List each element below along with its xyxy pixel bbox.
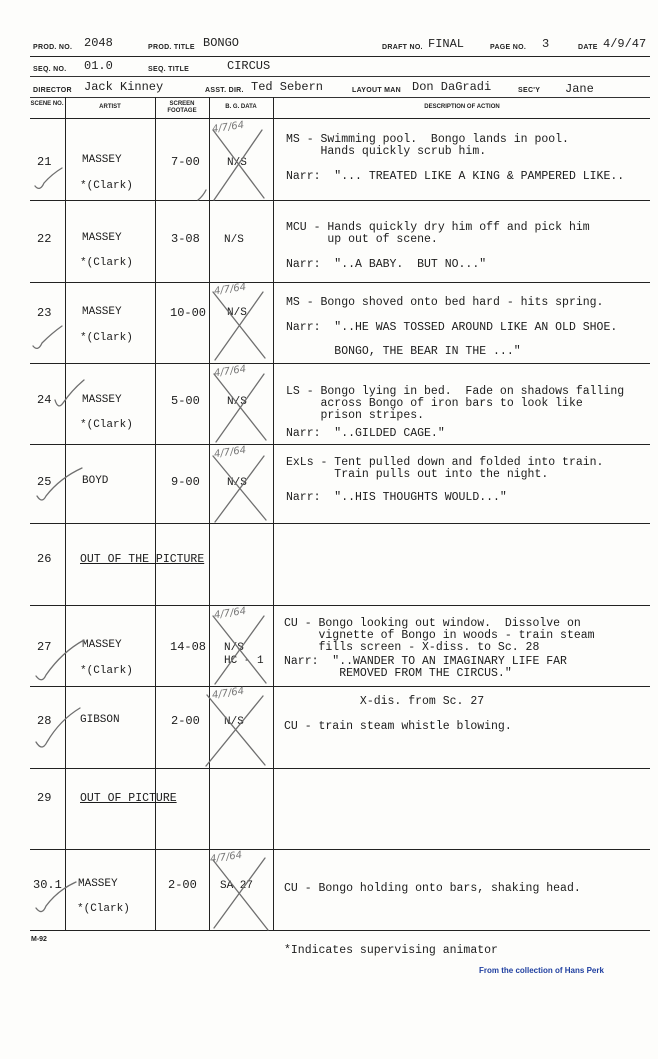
- row-rule: [30, 849, 650, 850]
- approval-date-mark: 4/7/64: [213, 363, 247, 380]
- approval-date-mark: 4/7/64: [209, 849, 243, 866]
- scene-number: 21: [37, 155, 52, 169]
- bg-data: N/S: [224, 716, 244, 728]
- scene-number: 23: [37, 306, 52, 320]
- scene-number: 28: [37, 714, 52, 728]
- row-rule: [30, 444, 650, 445]
- artist-name: GIBSON: [80, 714, 120, 726]
- layout-man-value: Don DaGradi: [412, 80, 492, 94]
- scene-narration: Narr: "..HE WAS TOSSED AROUND LIKE AN OLD SHOE. BONGO, THE BEAR IN THE ...": [286, 321, 618, 358]
- scene-number: 24: [37, 393, 52, 407]
- scene-description: MS - Bongo shoved onto bed hard - hits spring.: [286, 296, 604, 309]
- col-divider-2: [155, 97, 156, 931]
- scene-number: 27: [37, 640, 52, 654]
- artist-name: MASSEY: [82, 232, 122, 244]
- bg-data: N/S: [227, 477, 247, 489]
- check-mark: [35, 168, 62, 188]
- bg-data: N/S: [227, 157, 247, 169]
- bg-data: SA 27: [220, 880, 254, 892]
- prod-title-value: BONGO: [203, 36, 240, 50]
- prod-title-label: PROD. TITLE: [148, 44, 195, 51]
- scene-number: 25: [37, 475, 52, 489]
- pencil-stroke: [198, 190, 206, 200]
- artist-name: MASSEY: [82, 394, 122, 406]
- col-header-artist: ARTIST: [99, 104, 121, 110]
- check-mark: [33, 326, 62, 348]
- page-no-value: 3: [542, 37, 550, 51]
- bg-cross-mark: [214, 858, 265, 928]
- approval-date-mark: 4/7/64: [213, 444, 247, 461]
- screen-footage: 3-08: [171, 232, 200, 246]
- date-value: 4/9/47: [603, 37, 647, 51]
- scene-description: CU - Bongo looking out window. Dissolve on vignette of Bongo in woods - train steam fills screen - X-diss. to Sc. 28: [284, 617, 595, 654]
- seq-title-label: SEQ. TITLE: [148, 66, 190, 73]
- row-rule: [30, 363, 650, 364]
- screen-footage: 14-08: [170, 640, 207, 654]
- asst-dir-label: ASST. DIR.: [205, 87, 244, 94]
- approval-date-mark: 4/7/64: [213, 281, 247, 298]
- artist-name: MASSEY: [78, 878, 118, 890]
- col-header-scene-no: SCENE NO.: [30, 101, 64, 107]
- prod-no-value: 2048: [84, 36, 113, 50]
- table-bottom-rule: [30, 930, 650, 931]
- draft-no-value: FINAL: [428, 37, 465, 51]
- page-no-label: PAGE NO.: [490, 44, 527, 51]
- col-header-screen-footage: SCREEN FOOTAGE: [167, 101, 197, 114]
- draft-no-label: DRAFT NO.: [382, 44, 423, 51]
- screen-footage: 9-00: [171, 475, 200, 489]
- artist-name: MASSEY: [82, 639, 122, 651]
- scene-description: ExLs - Tent pulled down and folded into train. Train pulls out into the night.: [286, 456, 604, 481]
- supervising-animator: *(Clark): [80, 180, 133, 192]
- scene-narration: Narr: "..GILDED CAGE.": [286, 427, 445, 440]
- screen-footage: 2-00: [168, 878, 197, 892]
- row-rule: [30, 768, 650, 769]
- secy-value: Jane: [565, 82, 594, 96]
- bg-data-secondary: HC - 1: [224, 655, 264, 667]
- bg-data: N/S: [227, 396, 247, 408]
- scene-number: 22: [37, 232, 52, 246]
- scene-description: X-dis. from Sc. 27: [284, 695, 485, 708]
- layout-man-label: LAYOUT MAN: [352, 87, 402, 94]
- date-label: DATE: [578, 44, 598, 51]
- supervising-animator: *(Clark): [80, 257, 133, 269]
- asst-dir-value: Ted Sebern: [251, 80, 324, 94]
- prod-no-label: PROD. NO.: [33, 44, 73, 51]
- bg-data: N/S: [224, 234, 244, 246]
- bg-data: N/S: [227, 307, 247, 319]
- col-header-bg-data: B. G. DATA: [225, 104, 257, 110]
- supervising-animator: *(Clark): [80, 665, 133, 677]
- scene-narration: Narr: "..HIS THOUGHTS WOULD...": [286, 491, 507, 504]
- scene-number: 29: [37, 791, 52, 805]
- supervising-animator: *(Clark): [80, 419, 133, 431]
- scene-description: MS - Swimming pool. Bongo lands in pool. Hands quickly scrub him.: [286, 133, 569, 158]
- scene-narration: Narr: "... TREATED LIKE A KING & PAMPERED LIKE..: [286, 170, 625, 183]
- bg-cross-mark: [215, 292, 263, 360]
- out-of-picture-note: OUT OF THE PICTURE: [80, 553, 205, 566]
- director-value: Jack Kinney: [84, 80, 164, 94]
- screen-footage: 2-00: [171, 714, 200, 728]
- supervising-animator: *(Clark): [77, 903, 130, 915]
- bg-cross-mark: [207, 695, 265, 765]
- out-of-picture-note: OUT OF PICTURE: [80, 792, 177, 805]
- row-rule: [30, 523, 650, 524]
- scene-number: 26: [37, 552, 52, 566]
- row-rule: [30, 200, 650, 201]
- scene-description: LS - Bongo lying in bed. Fade on shadows falling across Bongo of iron bars to look like prison stripes.: [286, 385, 625, 422]
- screen-footage: 5-00: [171, 394, 200, 408]
- approval-date-mark: 4/7/64: [213, 605, 247, 622]
- screen-footage: 7-00: [171, 155, 200, 169]
- secy-label: SEC'Y: [518, 87, 541, 94]
- row-rule: [30, 686, 650, 687]
- screen-footage: 10-00: [170, 306, 207, 320]
- collection-credit: From the collection of Hans Perk: [479, 966, 604, 975]
- form-code: M-92: [31, 936, 47, 943]
- row-rule: [30, 282, 650, 283]
- scene-narration: CU - train steam whistle blowing.: [284, 720, 512, 733]
- director-label: DIRECTOR: [33, 87, 72, 94]
- scene-narration: Narr: "..WANDER TO AN IMAGINARY LIFE FAR REMOVED FROM THE CIRCUS.": [284, 655, 567, 680]
- scene-narration: Narr: "..A BABY. BUT NO...": [286, 258, 487, 271]
- scene-number: 30.1: [33, 878, 62, 892]
- bg-cross-mark: [213, 292, 265, 358]
- col-header-description: DESCRIPTION OF ACTION: [424, 104, 500, 110]
- col-divider-4: [273, 97, 274, 931]
- approval-date-mark: 4/7/64: [211, 685, 245, 702]
- col-divider-3: [209, 97, 210, 931]
- seq-no-value: 01.0: [84, 59, 113, 73]
- bg-data: N/S: [224, 642, 244, 654]
- seq-title-value: CIRCUS: [227, 59, 271, 73]
- scene-description: MCU - Hands quickly dry him off and pick him up out of scene.: [286, 221, 590, 246]
- header-rule-2: [30, 76, 650, 77]
- col-divider-1: [65, 97, 66, 931]
- header-rule-3: [30, 97, 650, 98]
- table-header-rule: [30, 118, 650, 119]
- supervising-animator: *(Clark): [80, 332, 133, 344]
- approval-date-mark: 4/7/64: [211, 119, 245, 136]
- scene-description: CU - Bongo holding onto bars, shaking head.: [284, 882, 581, 895]
- artist-name: MASSEY: [82, 306, 122, 318]
- bg-cross-mark: [206, 696, 263, 766]
- seq-no-label: SEQ. NO.: [33, 66, 67, 73]
- row-rule: [30, 605, 650, 606]
- bg-cross-mark: [213, 860, 268, 930]
- check-mark: [55, 380, 84, 406]
- artist-name: MASSEY: [82, 154, 122, 166]
- header-rule-1: [30, 56, 650, 57]
- supervising-animator-footnote: *Indicates supervising animator: [284, 944, 498, 957]
- artist-name: BOYD: [82, 475, 109, 487]
